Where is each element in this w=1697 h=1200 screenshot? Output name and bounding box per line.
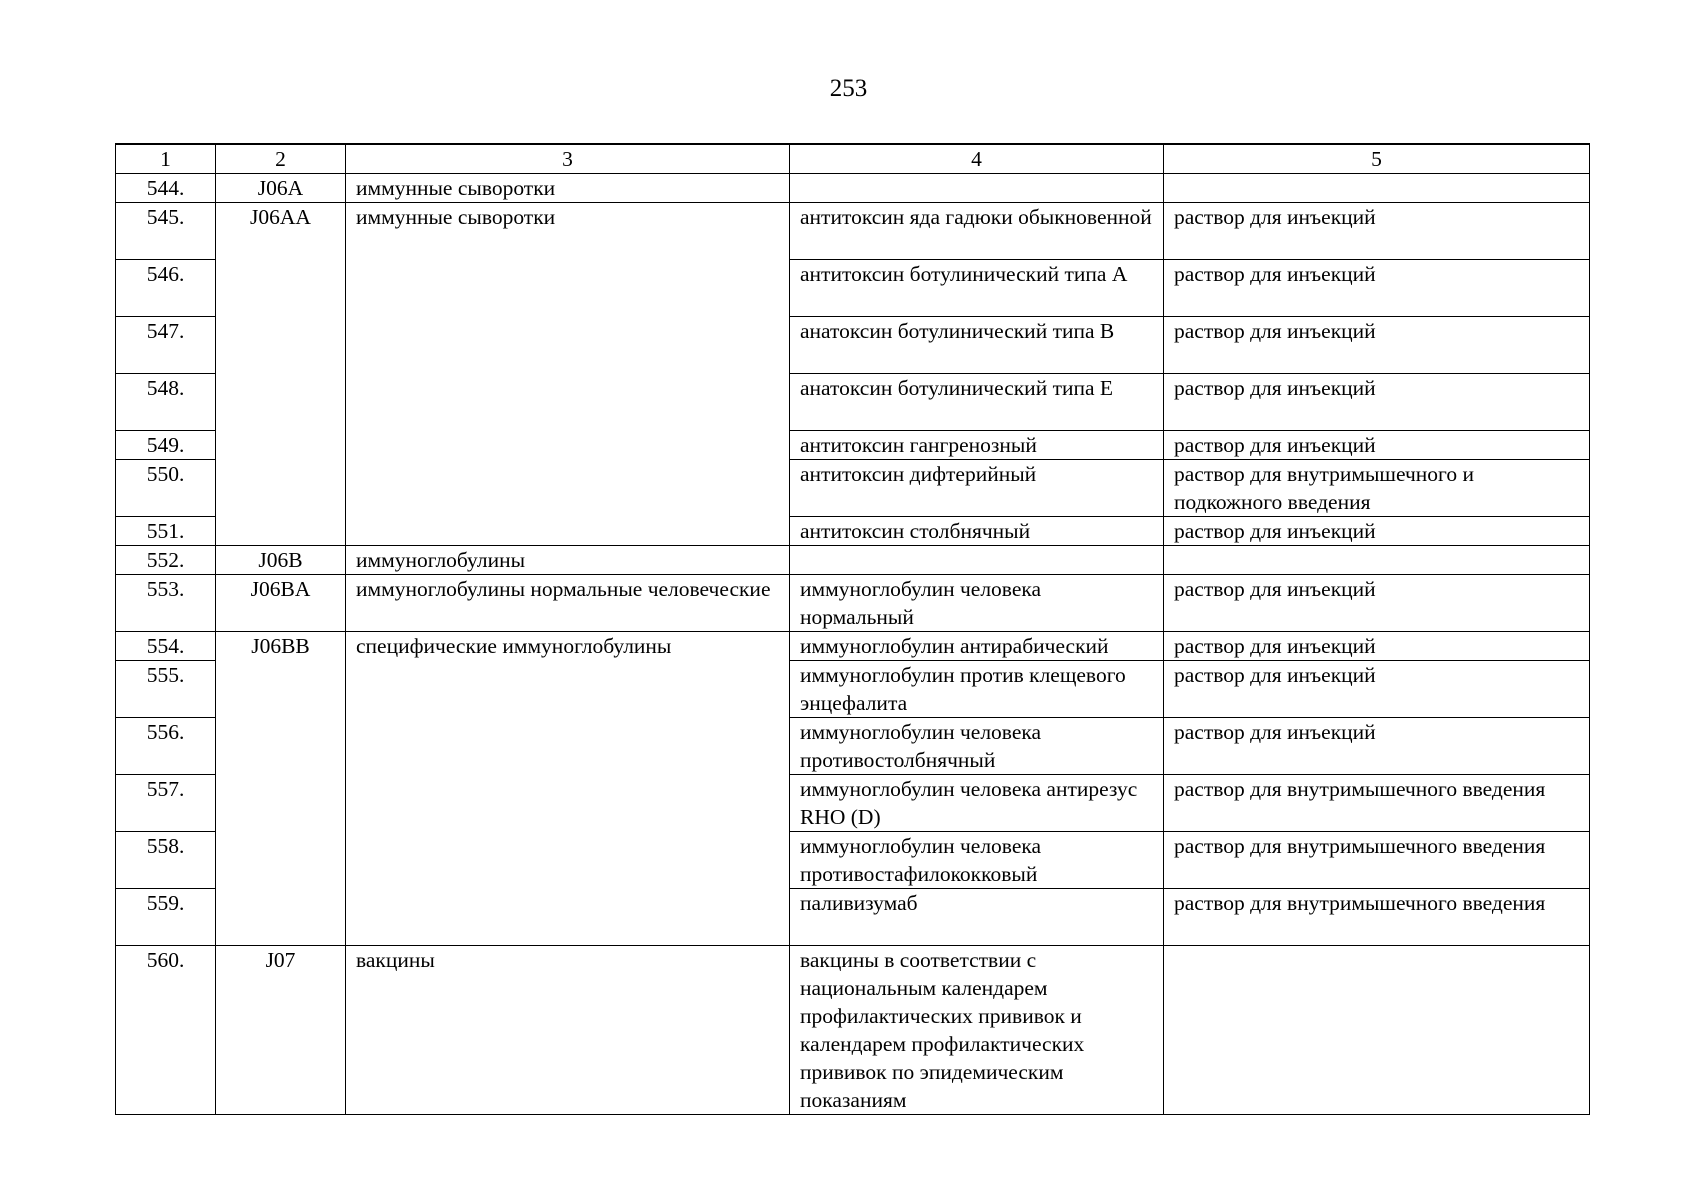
atc-code: J07	[216, 946, 346, 1115]
dosage-form: раствор для инъекций	[1164, 517, 1590, 546]
drug-name: анатоксин ботулинический типа Е	[790, 374, 1164, 431]
drug-name: вакцины в соответствии с национальным календарем профилактических прививок и календарем профилактических прививок по эпидемическим показаниям	[790, 946, 1164, 1115]
dosage-form: раствор для внутримышечного введения	[1164, 775, 1590, 832]
drug-name	[790, 546, 1164, 575]
table-row	[116, 946, 1590, 1115]
column-header: 5	[1164, 145, 1590, 174]
table-row	[116, 203, 1590, 260]
dosage-form	[1164, 946, 1590, 1115]
drug-name: антитоксин ботулинический типа А	[790, 260, 1164, 317]
drug-name: иммуноглобулин антирабический	[790, 632, 1164, 661]
atc-group: специфические иммуноглобулины	[346, 632, 790, 946]
row-number: 544.	[116, 174, 216, 203]
dosage-form: раствор для внутримышечного и подкожного введения	[1164, 460, 1590, 517]
atc-group: иммуноглобулины нормальные человеческие	[346, 575, 790, 632]
row-number: 552.	[116, 546, 216, 575]
dosage-form: раствор для внутримышечного введения	[1164, 889, 1590, 946]
table-header-row	[116, 145, 1590, 174]
row-number: 545.	[116, 203, 216, 260]
drug-name: антитоксин гангренозный	[790, 431, 1164, 460]
table-row	[116, 575, 1590, 632]
drug-name: иммуноглобулин человека антирезус RHO (D)	[790, 775, 1164, 832]
atc-group: иммунные сыворотки	[346, 203, 790, 546]
drug-name: антитоксин столбнячный	[790, 517, 1164, 546]
dosage-form: раствор для инъекций	[1164, 431, 1590, 460]
drug-name: иммуноглобулин человека нормальный	[790, 575, 1164, 632]
row-number: 559.	[116, 889, 216, 946]
row-number: 554.	[116, 632, 216, 661]
dosage-form: раствор для инъекций	[1164, 260, 1590, 317]
dosage-form	[1164, 174, 1590, 203]
drug-table	[115, 143, 1590, 1115]
dosage-form: раствор для инъекций	[1164, 317, 1590, 374]
atc-code: J06BA	[216, 575, 346, 632]
atc-code: J06B	[216, 546, 346, 575]
row-number: 555.	[116, 661, 216, 718]
column-header: 2	[216, 145, 346, 174]
dosage-form: раствор для инъекций	[1164, 718, 1590, 775]
table-row	[116, 546, 1590, 575]
drug-name: антитоксин яда гадюки обыкновенной	[790, 203, 1164, 260]
table-row	[116, 174, 1590, 203]
drug-name: иммуноглобулин против клещевого энцефалита	[790, 661, 1164, 718]
column-header: 1	[116, 145, 216, 174]
dosage-form: раствор для внутримышечного введения	[1164, 832, 1590, 889]
drug-name: паливизумаб	[790, 889, 1164, 946]
row-number: 553.	[116, 575, 216, 632]
drug-name: антитоксин дифтерийный	[790, 460, 1164, 517]
drug-name: иммуноглобулин человека противостолбнячный	[790, 718, 1164, 775]
page-number: 253	[829, 75, 868, 102]
row-number: 560.	[116, 946, 216, 1115]
row-number: 551.	[116, 517, 216, 546]
atc-group: иммунные сыворотки	[346, 174, 790, 203]
dosage-form: раствор для инъекций	[1164, 661, 1590, 718]
drug-name: иммуноглобулин человека противостафилококковый	[790, 832, 1164, 889]
atc-group: вакцины	[346, 946, 790, 1115]
row-number: 556.	[116, 718, 216, 775]
dosage-form: раствор для инъекций	[1164, 203, 1590, 260]
row-number: 550.	[116, 460, 216, 517]
row-number: 548.	[116, 374, 216, 431]
table-row	[116, 632, 1590, 661]
row-number: 546.	[116, 260, 216, 317]
atc-code: J06BB	[216, 632, 346, 946]
atc-code: J06AA	[216, 203, 346, 546]
column-header: 4	[790, 145, 1164, 174]
column-header: 3	[346, 145, 790, 174]
row-number: 547.	[116, 317, 216, 374]
atc-code: J06A	[216, 174, 346, 203]
drug-name	[790, 174, 1164, 203]
dosage-form: раствор для инъекций	[1164, 575, 1590, 632]
dosage-form: раствор для инъекций	[1164, 632, 1590, 661]
dosage-form	[1164, 546, 1590, 575]
row-number: 557.	[116, 775, 216, 832]
atc-group: иммуноглобулины	[346, 546, 790, 575]
row-number: 549.	[116, 431, 216, 460]
dosage-form: раствор для инъекций	[1164, 374, 1590, 431]
row-number: 558.	[116, 832, 216, 889]
drug-name: анатоксин ботулинический типа В	[790, 317, 1164, 374]
